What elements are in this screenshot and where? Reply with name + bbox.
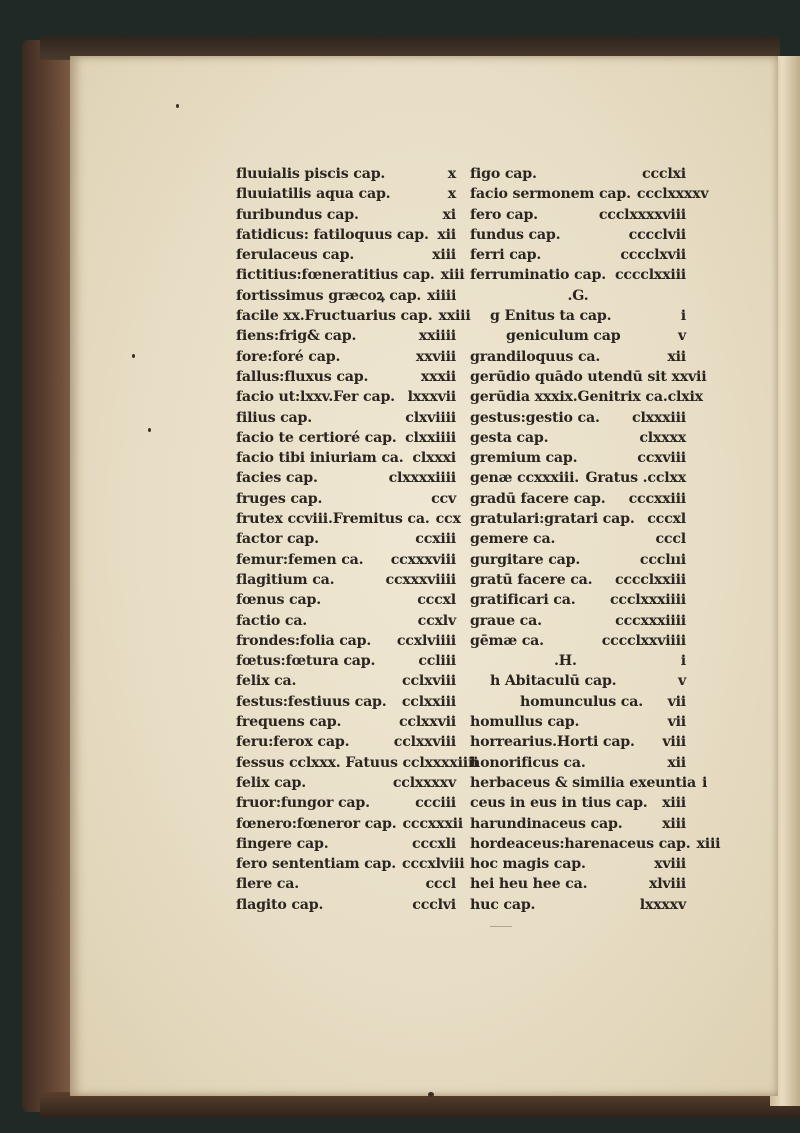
index-entry <box>470 205 686 225</box>
index-term: gerūdia xxxix.Genitrix ca.clxix <box>470 389 703 406</box>
chapter-number: lxxxxv <box>639 896 686 913</box>
index-entry <box>470 671 686 691</box>
index-term: gestus:gestio ca. <box>470 409 600 426</box>
ink-speck <box>428 1092 434 1097</box>
index-term: homullus cap. <box>470 714 580 731</box>
index-entry <box>236 184 456 204</box>
index-term: geniculum cap <box>506 328 621 345</box>
index-entry <box>236 773 456 793</box>
index-term: frondes:folia cap. <box>236 632 372 649</box>
index-entry <box>470 732 686 752</box>
index-term: grandiloquus ca. <box>470 348 601 365</box>
chapter-number: xxiiii <box>418 328 456 345</box>
index-entry <box>236 387 456 407</box>
index-term: gemere ca. <box>470 531 556 548</box>
chapter-number: xxiii <box>438 308 471 325</box>
index-term: felix cap. <box>236 774 306 791</box>
index-entry <box>470 367 707 387</box>
chapter-number: clxxxxiiii <box>388 470 456 487</box>
index-entry <box>236 286 456 306</box>
index-term: facio tibi iniuriam ca. <box>236 450 404 467</box>
chapter-number: ccxxxviii <box>390 551 456 568</box>
chapter-number: i <box>680 308 686 325</box>
index-entry <box>236 428 456 448</box>
index-term: gratificari ca. <box>470 592 576 609</box>
index-term: harundinaceus cap. <box>470 815 623 832</box>
index-entry <box>470 529 686 549</box>
index-entry <box>236 712 456 732</box>
index-entry <box>470 753 686 773</box>
index-term: fore:foré cap. <box>236 348 341 365</box>
index-entry <box>236 205 456 225</box>
index-term: honorificus ca. <box>470 754 586 771</box>
chapter-number: cclxxvii <box>398 714 456 731</box>
index-entry <box>236 732 456 752</box>
chapter-number: xiii <box>662 795 686 812</box>
chapter-number: ccv <box>431 490 456 507</box>
index-term: fœtus:fœtura cap. <box>236 653 376 670</box>
index-term: fruges cap. <box>236 490 323 507</box>
index-entry <box>236 590 456 610</box>
index-column-left <box>236 164 479 915</box>
chapter-number <box>703 387 709 407</box>
index-entry <box>236 550 456 570</box>
index-entry <box>470 448 686 468</box>
index-entry <box>470 286 686 306</box>
index-entry <box>236 874 456 894</box>
index-entry <box>236 326 456 346</box>
chapter-number: x <box>447 186 456 203</box>
index-term: factor cap. <box>236 531 319 548</box>
chapter-number: ccclvi <box>412 896 456 913</box>
index-entry <box>470 184 709 204</box>
index-term: gurgitare cap. <box>470 551 581 568</box>
index-term: fluuiatilis aqua cap. <box>236 186 391 203</box>
chapter-number: ccxxxviiii <box>385 571 456 588</box>
index-entry <box>470 509 686 529</box>
index-term: gerūdio quādo utendū sit xxvii <box>470 368 707 385</box>
index-entry <box>470 265 686 285</box>
ink-speck <box>176 104 179 108</box>
index-term: ferruminatio cap. <box>470 267 606 284</box>
chapter-number: xiii <box>662 815 686 832</box>
index-column-right <box>470 164 721 915</box>
index-entry <box>236 793 456 813</box>
catchword-mark <box>490 922 512 927</box>
index-term: flagitium ca. <box>236 571 335 588</box>
index-entry <box>470 428 686 448</box>
index-term: hordeaceus:harenaceus cap. <box>470 835 691 852</box>
index-entry <box>236 529 456 549</box>
index-entry <box>236 509 461 529</box>
index-entry <box>236 753 479 773</box>
index-entry <box>236 834 456 854</box>
index-entry <box>470 225 686 245</box>
chapter-number: cccxxxii <box>402 815 463 832</box>
index-term: huc cap. <box>470 896 536 913</box>
index-entry <box>236 408 456 428</box>
chapter-number: xiii <box>432 247 456 264</box>
chapter-number: ccciii <box>415 795 456 812</box>
index-term: fictitius:fœneratitius cap. <box>236 267 435 284</box>
chapter-number: vii <box>667 714 686 731</box>
chapter-number: clxxxx <box>639 429 686 446</box>
chapter-number: v <box>677 673 686 690</box>
index-term: felix ca. <box>236 673 297 690</box>
chapter-number: i <box>701 774 708 791</box>
index-term: g Enitus ta cap. <box>490 308 612 325</box>
chapter-number: cccclxxviiii <box>601 632 686 649</box>
index-term: fiens:frig& cap. <box>236 328 357 345</box>
chapter-number: cccxxiii <box>628 490 686 507</box>
index-entry <box>236 164 456 184</box>
chapter-number: xii <box>437 226 456 243</box>
index-entry <box>236 489 456 509</box>
index-term: figo cap. <box>470 166 537 182</box>
chapter-number: ccclııi <box>639 551 686 568</box>
chapter-number: xviii <box>654 856 686 873</box>
chapter-number: cclxxiii <box>401 693 456 710</box>
index-term: facio ut:lxxv.Fer cap. <box>236 389 395 406</box>
index-entry <box>470 712 686 732</box>
chapter-number: cccl <box>425 876 456 893</box>
chapter-number: ccclxxxiiii <box>609 592 686 609</box>
index-term: fingere cap. <box>236 835 329 852</box>
chapter-number: clxxxi <box>412 450 456 467</box>
index-term: fatidicus: fatiloquus cap. <box>236 226 429 243</box>
chapter-number: ccxlviiii <box>396 632 456 649</box>
ink-speck <box>148 428 151 432</box>
index-term: fruor:fungor cap. <box>236 795 370 812</box>
index-entry <box>470 387 703 407</box>
index-entry <box>236 631 456 651</box>
index-term: ferulaceus cap. <box>236 247 355 264</box>
index-term: feru:ferox cap. <box>236 734 350 751</box>
index-entry <box>470 895 686 915</box>
index-term: fallus:fluxus cap. <box>236 368 369 385</box>
index-term: filius cap. <box>236 409 313 426</box>
chapter-number: vii <box>667 693 686 710</box>
index-entry <box>236 814 463 834</box>
chapter-number: xlviii <box>648 876 686 893</box>
chapter-number: xiiii <box>427 287 457 304</box>
index-term: horrearius.Horti cap. <box>470 734 635 751</box>
index-entry <box>470 854 686 874</box>
index-entry <box>236 245 456 265</box>
index-entry <box>470 834 721 854</box>
chapter-number: cclxxxxv <box>392 774 456 791</box>
index-term: fortissimus græcoꝝ cap. <box>236 287 422 304</box>
index-term: homunculus ca. <box>520 693 643 710</box>
chapter-number: cccxxxiiii <box>615 612 686 629</box>
index-entry <box>236 895 456 915</box>
chapter-number: clxxiiii <box>405 429 456 446</box>
index-term: gratū facere ca. <box>470 571 593 588</box>
chapter-number: ccxiii <box>415 531 456 548</box>
chapter-number: cccclxvii <box>620 247 686 264</box>
index-term: facio sermonem cap. <box>470 186 631 203</box>
index-entry <box>470 347 686 367</box>
chapter-number: viii <box>662 734 686 751</box>
chapter-number: cccxli <box>412 835 456 852</box>
index-entry <box>236 570 456 590</box>
chapter-number: cccxl <box>647 511 686 528</box>
index-term: genæ ccxxxiii. <box>470 470 579 487</box>
index-entry <box>470 489 686 509</box>
chapter-number: xii <box>667 754 686 771</box>
index-term: fluuialis piscis cap. <box>236 166 386 182</box>
chapter-number: cccxlviii <box>402 856 465 873</box>
index-term: gratulari:gratari cap. <box>470 511 635 528</box>
index-entry <box>470 611 686 631</box>
index-term: ferri cap. <box>470 247 542 264</box>
chapter-number: Gratus .cclxx <box>585 470 686 487</box>
index-entry <box>236 692 456 712</box>
index-term: gradū facere cap. <box>470 490 606 507</box>
index-entry <box>470 408 686 428</box>
chapter-number: ccxlv <box>417 612 456 629</box>
index-entry <box>236 468 456 488</box>
index-entry <box>236 448 456 468</box>
index-term: gēmæ ca. <box>470 632 544 649</box>
index-entry <box>470 814 686 834</box>
chapter-number: x <box>447 166 456 182</box>
index-entry <box>236 367 456 387</box>
chapter-number: xxviii <box>415 348 456 365</box>
chapter-number: xi <box>442 206 456 223</box>
chapter-number: cclxviii <box>402 673 456 690</box>
chapter-number: cclxxviii <box>393 734 456 751</box>
index-term: graue ca. <box>470 612 542 629</box>
index-term: fero cap. <box>470 206 538 223</box>
chapter-number: ccclxxxxviii <box>598 206 686 223</box>
index-term: herbaceus & similia exeuntia <box>470 774 696 791</box>
chapter-number: cccl <box>655 531 686 548</box>
index-term: facio te certioré cap. <box>236 429 397 446</box>
index-term: flere ca. <box>236 876 299 893</box>
index-term: ceus in eus in tius cap. <box>470 795 648 812</box>
chapter-number: xii <box>667 348 686 365</box>
index-term: frequens cap. <box>236 714 342 731</box>
index-entry <box>236 671 456 691</box>
chapter-number: v <box>677 328 686 345</box>
index-term: facies cap. <box>236 470 318 487</box>
index-term: gremium cap. <box>470 450 578 467</box>
chapter-number: clxxxiii <box>632 409 686 426</box>
index-entry <box>470 326 686 346</box>
chapter-number: cccclxxiii <box>614 571 686 588</box>
index-term: frutex ccviii.Fremitus ca. <box>236 511 430 528</box>
index-term: .G. <box>567 287 589 304</box>
index-entry <box>236 347 456 367</box>
index-entry <box>470 793 686 813</box>
index-term: factio ca. <box>236 612 308 629</box>
index-term: hei heu hee ca. <box>470 876 588 893</box>
chapter-number: cccxl <box>417 592 456 609</box>
index-entry <box>470 590 686 610</box>
index-entry <box>470 245 686 265</box>
index-term: fero sententiam cap. <box>236 856 397 873</box>
index-entry <box>470 570 686 590</box>
chapter-number: ccclxxxxv <box>636 186 709 203</box>
index-term: fœnero:fœneror cap. <box>236 815 397 832</box>
chapter-number: ccxviii <box>637 450 686 467</box>
chapter-number: xiii <box>440 267 465 284</box>
index-term: flagito cap. <box>236 896 324 913</box>
chapter-number: cccclvii <box>628 226 686 243</box>
chapter-number: xxxii <box>420 368 456 385</box>
index-term: furibundus cap. <box>236 206 359 223</box>
ink-speck <box>132 354 135 358</box>
index-entry <box>470 306 686 326</box>
index-entry <box>470 773 708 793</box>
index-term: facile xx.Fructuarius cap. <box>236 308 433 325</box>
index-term: fœnus cap. <box>236 592 321 609</box>
chapter-number: ccclxi <box>642 166 686 182</box>
index-entry <box>236 306 471 326</box>
chapter-number: cccclxxiii <box>614 267 686 284</box>
chapter-number: lxxxvii <box>407 389 456 406</box>
index-entry <box>470 651 686 671</box>
chapter-number <box>706 367 712 387</box>
chapter-number: xiii <box>696 835 721 852</box>
index-entry <box>236 611 456 631</box>
index-term: h Abitaculū cap. <box>490 673 617 690</box>
index-term: fessus cclxxx. Fatuus cclxxxxiiii <box>236 754 479 771</box>
index-term: hoc magis cap. <box>470 856 586 873</box>
index-term: festus:festiuus cap. <box>236 693 387 710</box>
index-entry <box>470 874 686 894</box>
index-term: fundus cap. <box>470 226 561 243</box>
index-entry <box>470 468 686 488</box>
index-entry <box>470 550 686 570</box>
index-term: femur:femen ca. <box>236 551 364 568</box>
chapter-number: i <box>680 653 686 670</box>
index-entry <box>470 164 686 184</box>
chapter-number: ccliii <box>418 653 456 670</box>
chapter-number: clxviiii <box>405 409 456 426</box>
index-entry <box>236 854 465 874</box>
index-term: gesta cap. <box>470 429 549 446</box>
index-entry <box>470 631 686 651</box>
index-entry <box>470 692 686 712</box>
index-entry <box>236 225 456 245</box>
index-entry <box>236 265 465 285</box>
index-term: .H. <box>554 653 577 670</box>
chapter-number: ccx <box>435 511 461 528</box>
index-entry <box>236 651 456 671</box>
